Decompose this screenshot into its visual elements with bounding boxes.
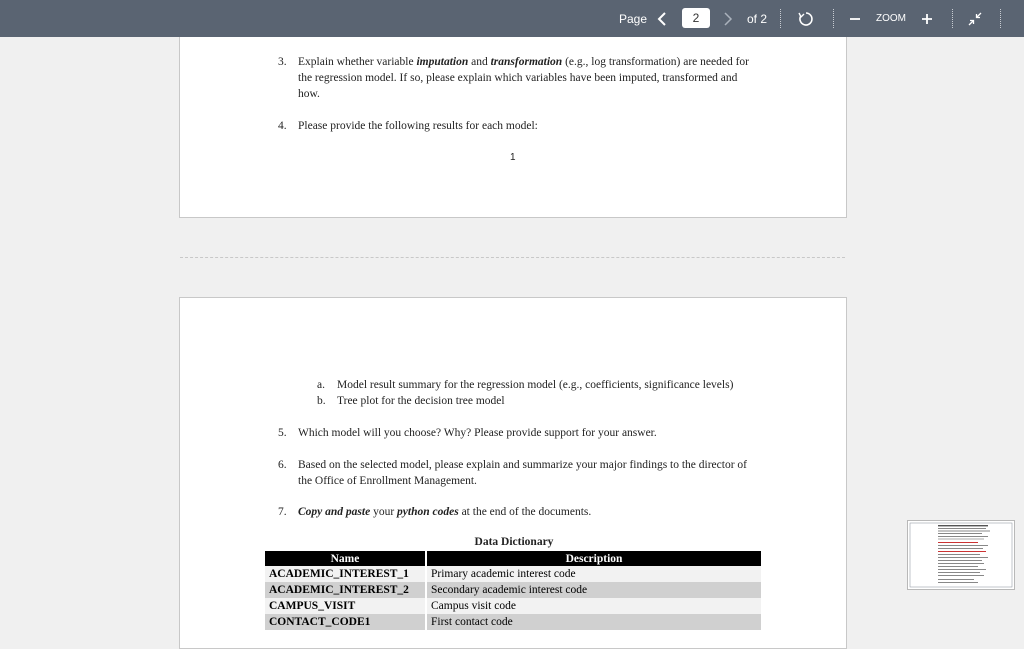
page-number-input[interactable]: 2	[682, 8, 710, 28]
next-page-icon[interactable]	[723, 0, 735, 37]
copy-paste-term: Copy and paste	[298, 506, 371, 518]
question-3-text: Explain whether variable	[298, 56, 417, 68]
data-dictionary-title: Data Dictionary	[474, 536, 554, 548]
row-description: Secondary academic interest code	[426, 582, 761, 598]
table-row	[265, 614, 761, 630]
toolbar-divider	[952, 9, 954, 28]
question-3-line-2: the regression model. If so, please explain which variables have been imputed, transformed and	[298, 72, 738, 84]
column-header-name: Name	[265, 551, 426, 566]
toolbar-divider	[833, 9, 835, 28]
question-6-line-2: the Office of Enrollment Management.	[298, 475, 477, 487]
question-7-end: at the end of the documents.	[458, 506, 592, 518]
page-thumbnail[interactable]	[907, 520, 1015, 590]
page-count: of 2	[747, 11, 768, 26]
item-a-label: a.	[317, 379, 325, 391]
question-5-number: 5.	[278, 427, 287, 439]
item-b-label: b.	[317, 395, 326, 407]
zoom-label: ZOOM	[876, 13, 906, 24]
row-name: ACADEMIC_INTEREST_1	[265, 566, 426, 582]
transformation-term: transformation	[490, 56, 563, 68]
toolbar-divider	[1000, 9, 1002, 28]
question-3-text-cont: (e.g., log transformation) are needed for	[562, 56, 749, 68]
imputation-term: imputation	[416, 56, 469, 68]
python-codes-term: python codes	[397, 506, 459, 518]
table-row	[265, 598, 761, 614]
prev-page-icon[interactable]	[657, 0, 669, 37]
question-6-line-1: Based on the selected model, please explain and summarize your major findings to the director of	[298, 459, 747, 471]
data-dictionary-table	[265, 551, 761, 630]
table-row	[265, 566, 761, 582]
rotate-icon[interactable]	[797, 0, 817, 37]
row-name: ACADEMIC_INTEREST_2	[265, 582, 426, 598]
page-separator	[180, 257, 845, 258]
zoom-out-icon[interactable]	[849, 0, 861, 37]
row-name: CONTACT_CODE1	[265, 614, 426, 630]
question-7-your: your	[370, 506, 398, 518]
question-5-text: Which model will you choose? Why? Please provide support for your answer.	[298, 427, 657, 439]
page-footer-number: 1	[510, 152, 516, 163]
zoom-in-icon[interactable]	[921, 0, 933, 37]
table-row	[265, 582, 761, 598]
question-3-line-3: how.	[298, 88, 320, 100]
document-page-1	[179, 37, 847, 218]
viewer-toolbar	[0, 0, 1024, 37]
toolbar-divider	[780, 9, 782, 28]
row-description: First contact code	[426, 614, 761, 630]
question-6-number: 6.	[278, 459, 287, 471]
exit-fullscreen-icon[interactable]	[968, 0, 982, 37]
question-4-number: 4.	[278, 120, 287, 132]
question-4-text: Please provide the following results for each model:	[298, 120, 538, 132]
question-3-and: and	[468, 56, 491, 68]
item-a-text: Model result summary for the regression model (e.g., coefficients, significance levels)	[337, 379, 734, 391]
row-description: Primary academic interest code	[426, 566, 761, 582]
row-description: Campus visit code	[426, 598, 761, 614]
row-name: CAMPUS_VISIT	[265, 598, 426, 614]
question-3-number: 3.	[278, 56, 287, 68]
question-7-number: 7.	[278, 506, 287, 518]
item-b-text: Tree plot for the decision tree model	[337, 395, 505, 407]
column-header-description: Description	[426, 551, 761, 566]
page-label: Page	[619, 11, 648, 26]
